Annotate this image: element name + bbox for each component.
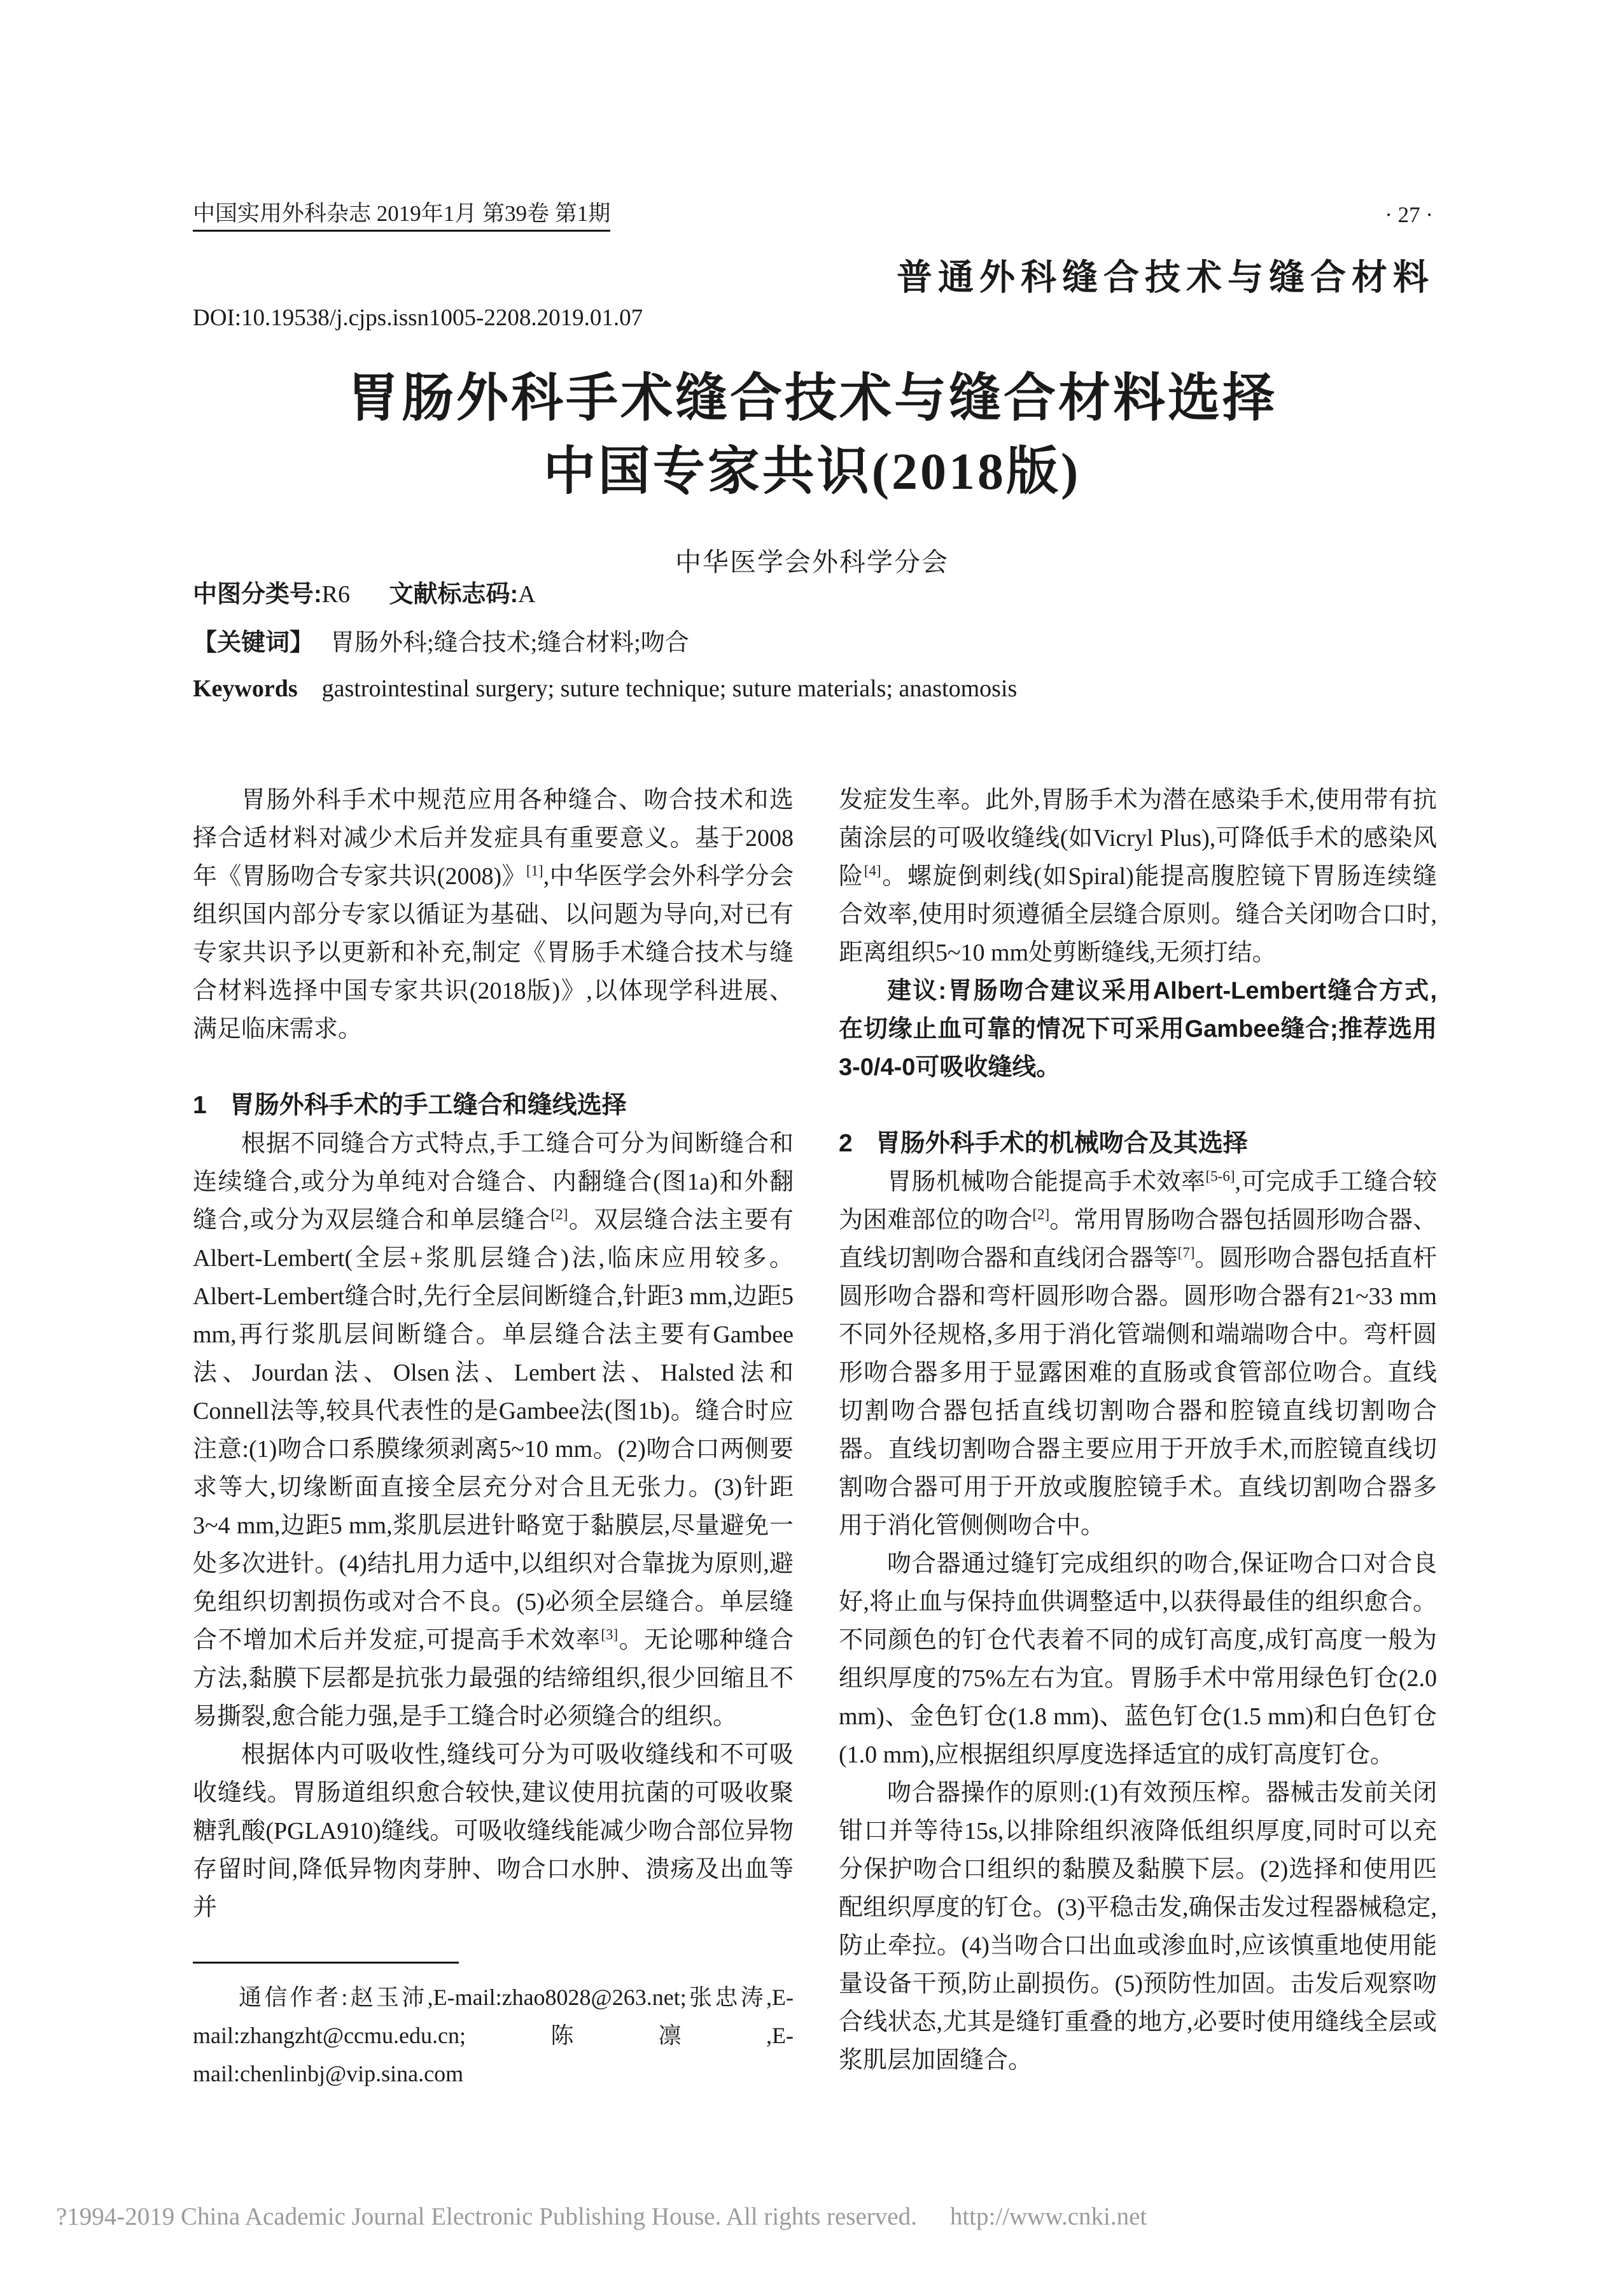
body-column-left-paragraph-4: 根据体内可吸收性,缝线可分为可吸收缝线和不可吸收缝线。胃肠道组织愈合较快,建议使用抗菌的可吸收聚糖乳酸(PGLA910)缝线。可吸收缝线能减少吻合部位异物存留时间,降低异物肉芽肿、吻合口水肿、溃疡及出血等并 xyxy=(193,1741,794,1921)
keywords-cn-label: 【关键词】 xyxy=(193,629,314,656)
body-column-right-paragraph-2: 建议:胃肠吻合建议采用Albert-Lembert缝合方式,在切缘止血可靠的情况下可采用Gambee缝合;推荐选用3-0/4-0可吸收缝线。 xyxy=(839,978,1437,1081)
article-title-line2: 中国专家共识(2018版) xyxy=(543,442,1081,500)
keywords-en-line xyxy=(193,673,1017,704)
reference-marker: [5-6] xyxy=(1205,1168,1235,1185)
footnote-correspondence: 通信作者:赵玉沛,E-mail:zhao8028@263.net;张忠涛,E-mail:zhangzht@ccmu.edu.cn;陈凛,E-mail:chenlinbj@vip.sina.com xyxy=(193,1985,794,2086)
page-number: · 27 · xyxy=(1385,202,1433,227)
reference-marker: [1] xyxy=(526,862,543,879)
keywords-en-text: gastrointestinal surgery; suture technique; suture materials; anastomosis xyxy=(321,675,1018,702)
journal-header xyxy=(193,201,610,232)
classification-line xyxy=(193,579,536,610)
footer-url: http://www.cnki.net xyxy=(949,2203,1147,2230)
section-heading-2 xyxy=(839,1125,1437,1163)
reference-marker: [2] xyxy=(550,1206,568,1223)
keywords-en-label: Keywords xyxy=(193,675,298,702)
body-column-right-paragraph-5: 吻合器通过缝钉完成组织的吻合,保证吻合口对合良好,将止血与保持血供调整适中,以获得最佳的组织愈合。不同颜色的钉仓代表着不同的成钉高度,成钉高度一般为组织厚度的75%左右为宜。胃肠手术中常用绿色钉仓(2.0 mm)、金色钉仓(1.8 mm)、蓝色钉仓(1.5 mm)和白色钉仓(1.0 mm),应根据组织厚度选择适宜的成钉高度钉仓。 xyxy=(839,1550,1437,1768)
section-heading-1 xyxy=(193,1086,794,1125)
body-column-left-paragraph-1: 胃肠外科手术中规范应用各种缝合、吻合技术和选择合适材料对减少术后并发症具有重要意义。基于2008年《胃肠吻合专家共识(2008)》[1],中华医学会外科学分会组织国内部分专家以循证为基础、以问题为导向,对已有专家共识予以更新和补充,制定《胃肠手术缝合技术与缝合材料选择中国专家共识(2018版)》,以体现学科进展、满足临床需求。 xyxy=(193,787,794,1043)
article-title xyxy=(0,362,1624,508)
section-title: 胃肠外科手术的手工缝合和缝线选择 xyxy=(229,1092,627,1119)
body-column-right xyxy=(839,781,1437,2079)
reference-marker: [2] xyxy=(1032,1206,1050,1223)
section-title: 胃肠外科手术的机械吻合及其选择 xyxy=(875,1130,1248,1157)
body-column-right-paragraph-4: 胃肠机械吻合能提高手术效率[5-6],可完成手工缝合较为困难部位的吻合[2]。常用胃肠吻合器包括圆形吻合器、直线切割吻合器和直线闭合器等[7]。圆形吻合器包括直杆圆形吻合器和弯杆圆形吻合器。圆形吻合器有21~33 mm不同外径规格,多用于消化管端侧和端端吻合中。弯杆圆形吻合器多用于显露困难的直肠或食管部位吻合。直线切割吻合器包括直线切割吻合器和腔镜直线切割吻合器。直线切割吻合器主要应用于开放手术,而腔镜直线切割吻合器可用于开放或腹腔镜手术。直线切割吻合器多用于消化管侧侧吻合中。 xyxy=(839,1168,1437,1539)
section-number: 1 xyxy=(193,1092,207,1119)
footnote-rule xyxy=(193,1962,459,1964)
reference-marker: [3] xyxy=(601,1626,619,1643)
doc-code-label: 文献标志码: xyxy=(389,581,519,608)
author-affiliation: 中华医学会外科学分会 xyxy=(675,547,949,577)
body-column-left-paragraph-3: 根据不同缝合方式特点,手工缝合可分为间断缝合和连续缝合,或分为单纯对合缝合、内翻缝合(图1a)和外翻缝合,或分为双层缝合和单层缝合[2]。双层缝合法主要有Albert-Lembert(全层+浆肌层缝合)法,临床应用较多。Albert-Lembert缝合时,先行全层间断缝合,针距3 mm,边距5 mm,再行浆肌层间断缝合。单层缝合法主要有Gambee法、Jourdan法、Olsen法、Lembert法、Halsted法和Connell法等,较具代表性的是Gambee法(图1b)。缝合时应注意:(1)吻合口系膜缘须剥离5~10 mm。(2)吻合口两侧要求等大,切缘断面直接全层充分对合且无张力。(3)针距3~4 mm,边距5 mm,浆肌层进针略宽于黏膜层,尽量避免一处多次进针。(4)结扎用力适中,以组织对合靠拢为原则,避免组织切割损伤或对合不良。(5)必须全层缝合。单层缝合不增加术后并发症,可提高手术效率[3]。无论哪种缝合方法,黏膜下层都是抗张力最强的结缔组织,很少回缩且不易撕裂,愈合能力强,是手工缝合时必须缝合的组织。 xyxy=(193,1130,794,1730)
reference-marker: [7] xyxy=(1177,1244,1195,1261)
clc-label: 中图分类号: xyxy=(193,581,322,608)
body-column-left xyxy=(193,781,794,1927)
doc-code-value: A xyxy=(518,581,536,608)
body-column-right-paragraph-1: 发症发生率。此外,胃肠手术为潜在感染手术,使用带有抗菌涂层的可吸收缝线(如Vicryl Plus),可降低手术的感染风险[4]。螺旋倒刺线(如Spiral)能提高腹腔镜下胃肠连续缝合效率,使用时须遵循全层缝合原则。缝合关闭吻合口时,距离组织5~10 mm处剪断缝线,无须打结。 xyxy=(839,787,1437,966)
cnki-footer xyxy=(56,2202,1147,2232)
body-column-right-paragraph-6: 吻合器操作的原则:(1)有效预压榨。器械击发前关闭钳口并等待15s,以排除组织液降低组织厚度,同时可以充分保护吻合口组织的黏膜及黏膜下层。(2)选择和使用匹配组织厚度的钉仓。(3)平稳击发,确保击发过程器械稳定,防止牵拉。(4)当吻合口出血或渗血时,应该慎重地使用能量设备干预,防止副损伤。(5)预防性加固。击发后观察吻合线状态,尤其是缝钉重叠的地方,必要时使用缝线全层或浆肌层加固缝合。 xyxy=(839,1780,1437,2074)
reference-marker: [4] xyxy=(864,862,881,879)
column-section-label: 普通外科缝合技术与缝合材料 xyxy=(897,258,1434,298)
clc-value: R6 xyxy=(321,581,351,608)
journal-info: 中国实用外科杂志 2019年1月 第39卷 第1期 xyxy=(193,201,611,226)
doi: DOI:10.19538/j.cjps.issn1005-2208.2019.01.07 xyxy=(193,305,643,331)
footer-copyright: ?1994-2019 China Academic Journal Electronic Publishing House. All rights reserved. xyxy=(56,2203,917,2230)
section-number: 2 xyxy=(839,1130,853,1157)
keywords-cn-text: 胃肠外科;缝合技术;缝合材料;吻合 xyxy=(330,629,689,656)
keywords-cn-line xyxy=(193,628,689,658)
article-title-line1: 胃肠外科手术缝合技术与缝合材料选择 xyxy=(346,369,1277,427)
